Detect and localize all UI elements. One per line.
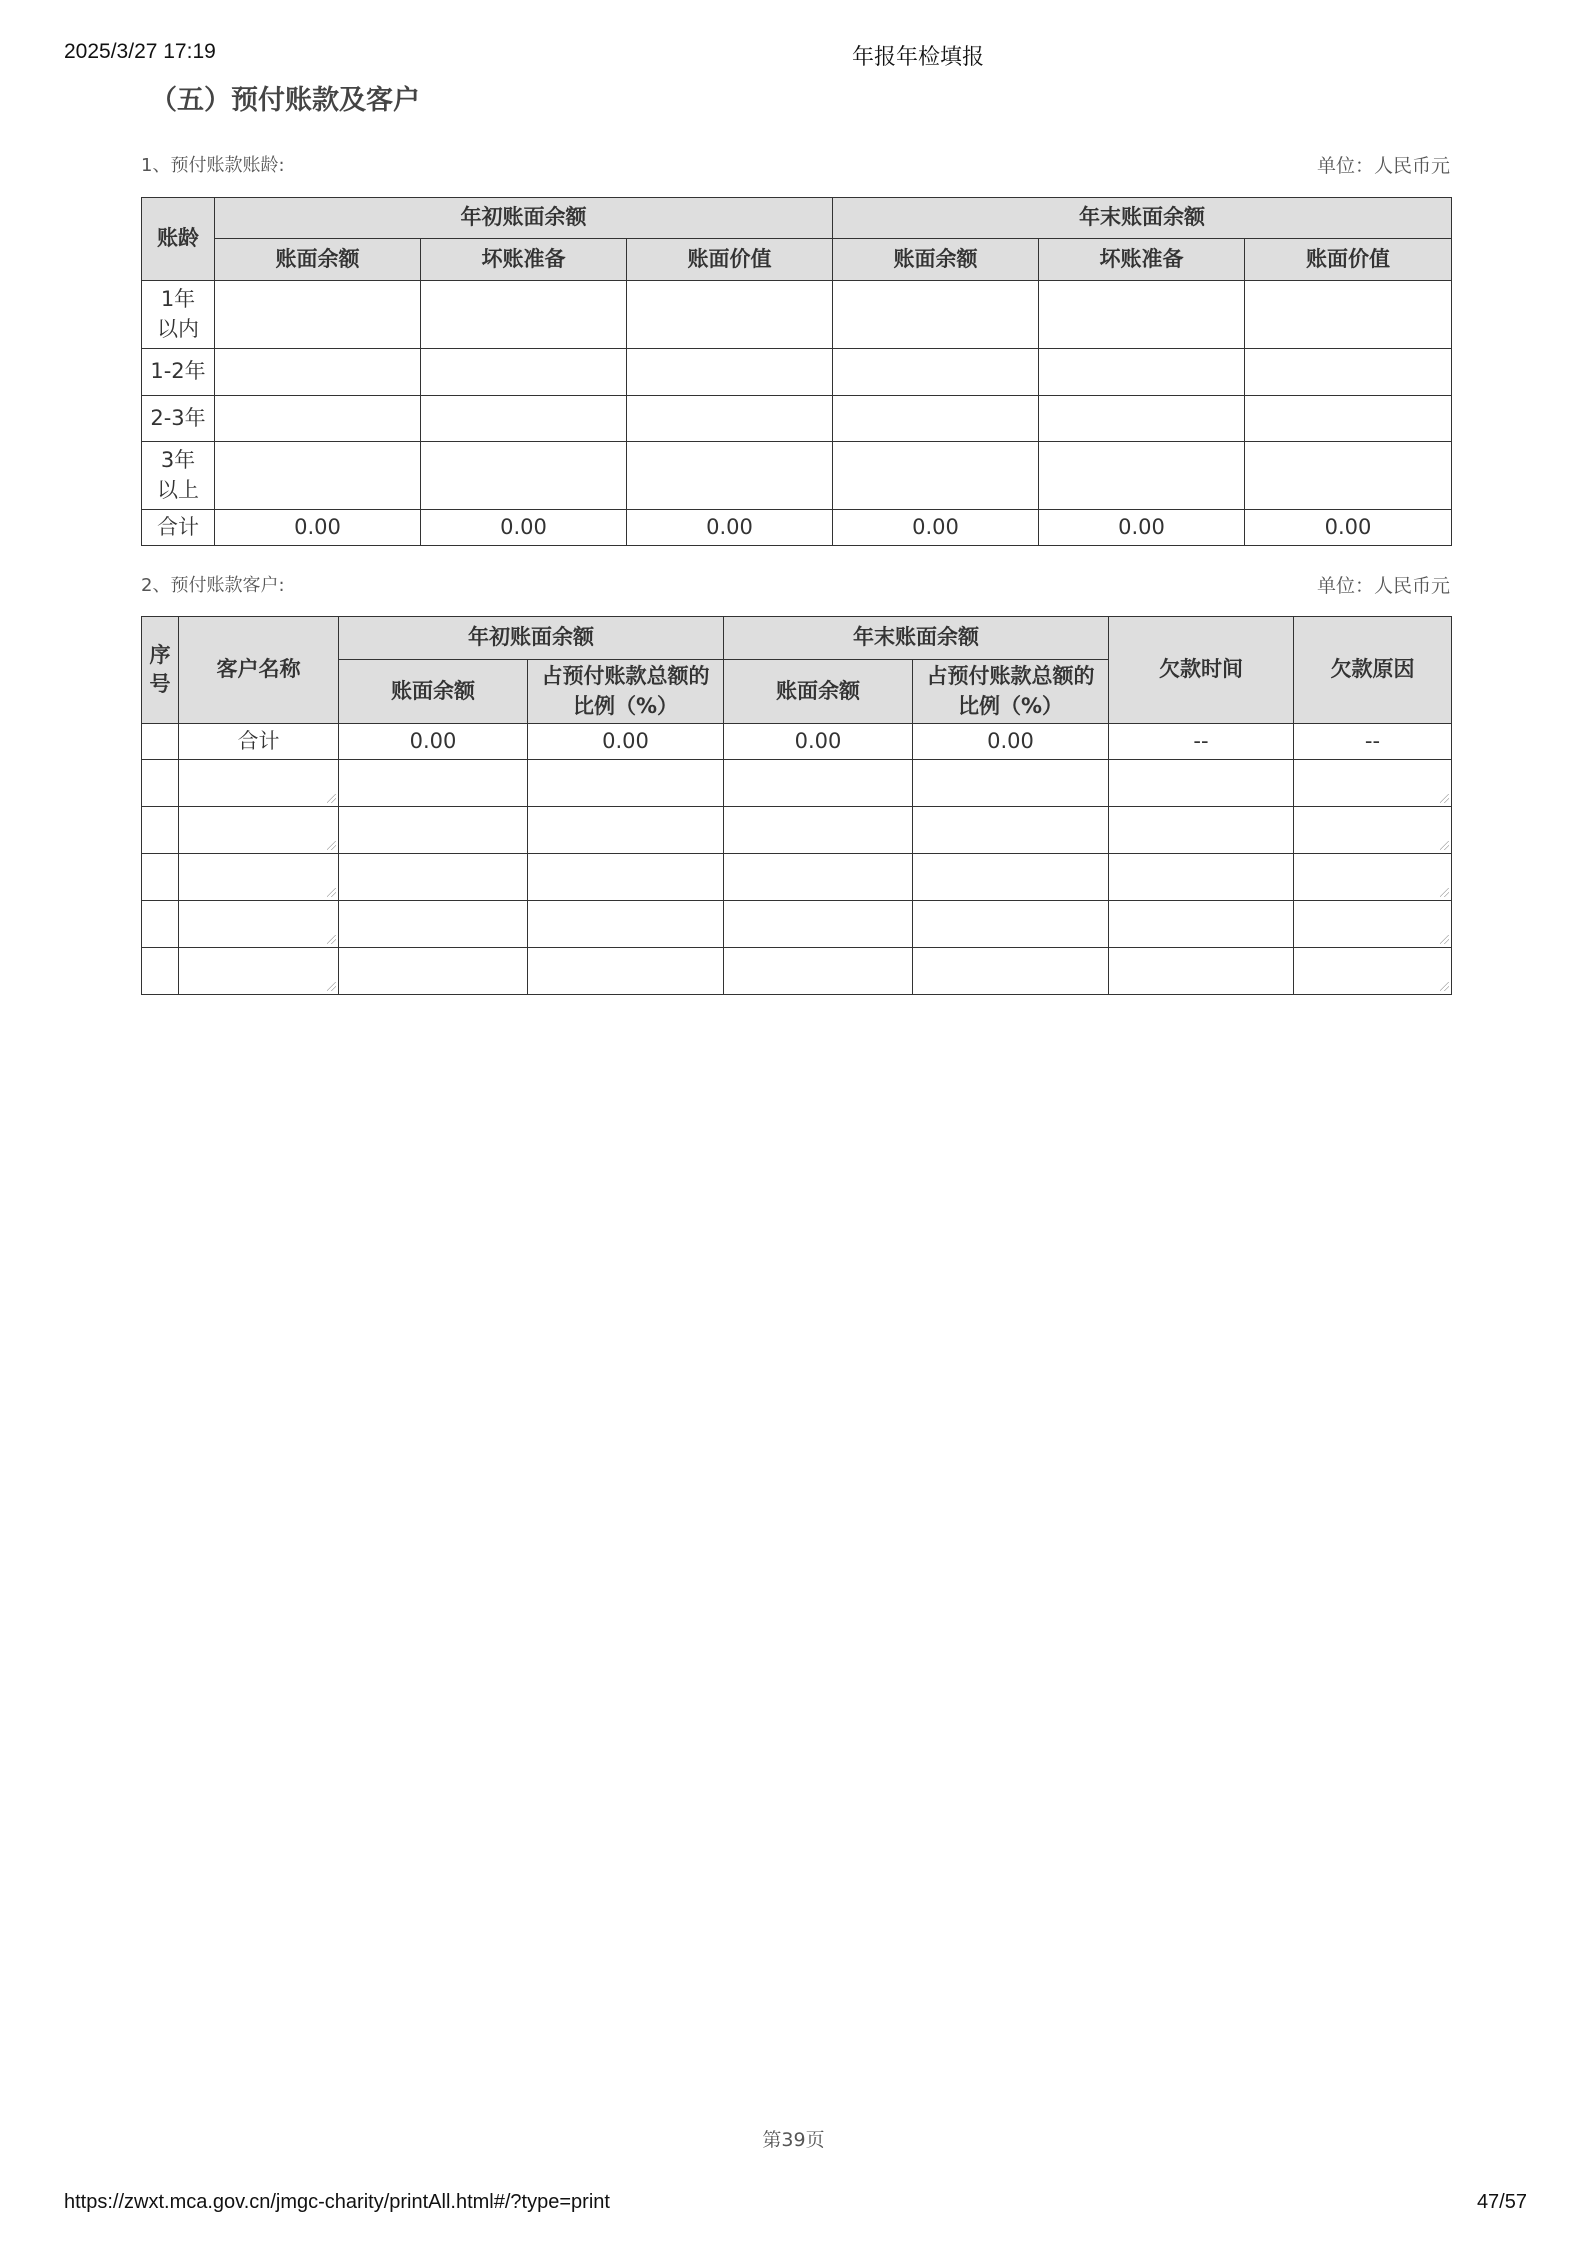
total-cell: 0.00 xyxy=(627,510,833,546)
input-cell[interactable] xyxy=(1245,281,1452,349)
total-cell: 0.00 xyxy=(833,510,1039,546)
end-balance-header: 年末账面余额 xyxy=(833,198,1452,239)
table-row xyxy=(142,396,1452,442)
input-cell[interactable] xyxy=(339,948,528,995)
input-cell[interactable] xyxy=(1109,948,1294,995)
input-cell[interactable] xyxy=(913,760,1109,807)
print-datetime: 2025/3/27 17:19 xyxy=(64,40,216,63)
input-cell[interactable] xyxy=(627,442,833,510)
resize-handle-icon[interactable] xyxy=(327,888,336,897)
total-cell: 0.00 xyxy=(913,724,1109,760)
end-ratio-sub-header: 占预付账款总额的比例（%） xyxy=(913,660,1109,724)
input-cell[interactable] xyxy=(421,281,627,349)
input-cell[interactable] xyxy=(913,807,1109,854)
input-cell[interactable] xyxy=(1245,442,1452,510)
print-page-count: 47/57 xyxy=(1476,2191,1527,2213)
input-cell[interactable] xyxy=(1245,396,1452,442)
table-row xyxy=(142,281,1452,349)
sub-header: 账面价值 xyxy=(627,239,833,281)
aging-table xyxy=(141,197,1452,546)
row-label: 3年以上 xyxy=(142,442,215,510)
input-cell[interactable] xyxy=(215,442,421,510)
resize-handle-icon[interactable] xyxy=(1440,982,1449,991)
resize-handle-icon[interactable] xyxy=(1440,935,1449,944)
total-row xyxy=(142,724,1452,760)
sub-header: 坏账准备 xyxy=(421,239,627,281)
input-cell[interactable] xyxy=(339,901,528,948)
debt-reason-input[interactable] xyxy=(1294,901,1452,948)
table-row xyxy=(142,948,1452,995)
input-cell[interactable] xyxy=(528,807,724,854)
seq-cell xyxy=(142,854,179,901)
debt-time-header: 欠款时间 xyxy=(1109,617,1294,724)
input-cell[interactable] xyxy=(913,854,1109,901)
debt-reason-input[interactable] xyxy=(1294,948,1452,995)
table-row xyxy=(142,807,1452,854)
seq-cell xyxy=(142,724,179,760)
total-cell: -- xyxy=(1294,724,1452,760)
input-cell[interactable] xyxy=(1245,349,1452,396)
resize-handle-icon[interactable] xyxy=(327,935,336,944)
debt-reason-input[interactable] xyxy=(1294,760,1452,807)
input-cell[interactable] xyxy=(421,442,627,510)
input-cell[interactable] xyxy=(833,442,1039,510)
page-number-label: 第39页 xyxy=(762,2129,825,2151)
total-cell: 0.00 xyxy=(724,724,913,760)
customer-name-input[interactable] xyxy=(179,901,339,948)
table-row xyxy=(142,442,1452,510)
table2-unit: 单位：人民币元 xyxy=(1316,575,1450,597)
table-row xyxy=(142,901,1452,948)
input-cell[interactable] xyxy=(215,349,421,396)
end-balance-sub-header: 账面余额 xyxy=(724,660,913,724)
input-cell[interactable] xyxy=(724,901,913,948)
begin-ratio-sub-header: 占预付账款总额的比例（%） xyxy=(528,660,724,724)
document-title: 年报年检填报 xyxy=(851,45,984,70)
table-row xyxy=(142,349,1452,396)
input-cell[interactable] xyxy=(833,281,1039,349)
input-cell[interactable] xyxy=(528,948,724,995)
input-cell[interactable] xyxy=(339,807,528,854)
input-cell[interactable] xyxy=(1109,854,1294,901)
input-cell[interactable] xyxy=(421,349,627,396)
sub-header: 账面余额 xyxy=(833,239,1039,281)
table1-caption: 1、预付账款账龄: xyxy=(141,155,285,176)
customer-name-input[interactable] xyxy=(179,760,339,807)
input-cell[interactable] xyxy=(528,901,724,948)
input-cell[interactable] xyxy=(627,349,833,396)
sub-header: 账面价值 xyxy=(1245,239,1452,281)
input-cell[interactable] xyxy=(833,396,1039,442)
input-cell[interactable] xyxy=(421,396,627,442)
debt-reason-input[interactable] xyxy=(1294,854,1452,901)
aging-header: 账龄 xyxy=(142,198,215,281)
seq-cell xyxy=(142,807,179,854)
input-cell[interactable] xyxy=(1039,349,1245,396)
begin-balance-header: 年初账面余额 xyxy=(339,617,724,660)
total-cell: 0.00 xyxy=(421,510,627,546)
end-balance-header: 年末账面余额 xyxy=(724,617,1109,660)
input-cell[interactable] xyxy=(833,349,1039,396)
row-label: 合计 xyxy=(179,724,339,760)
table-row xyxy=(142,854,1452,901)
input-cell[interactable] xyxy=(627,281,833,349)
resize-handle-icon[interactable] xyxy=(1440,888,1449,897)
total-cell: 0.00 xyxy=(1245,510,1452,546)
row-label: 合计 xyxy=(142,510,215,546)
section-title: （五）预付账款及客户 xyxy=(150,85,420,116)
page-url: https://zwxt.mca.gov.cn/jmgc-charity/printAll.html#/?type=print xyxy=(64,2191,610,2213)
begin-balance-header: 年初账面余额 xyxy=(215,198,833,239)
input-cell[interactable] xyxy=(724,807,913,854)
input-cell[interactable] xyxy=(1109,901,1294,948)
begin-balance-sub-header: 账面余额 xyxy=(339,660,528,724)
resize-handle-icon[interactable] xyxy=(1440,841,1449,850)
resize-handle-icon[interactable] xyxy=(327,794,336,803)
input-cell[interactable] xyxy=(627,396,833,442)
seq-cell xyxy=(142,760,179,807)
input-cell[interactable] xyxy=(1109,760,1294,807)
sub-header: 账面余额 xyxy=(215,239,421,281)
input-cell[interactable] xyxy=(215,396,421,442)
input-cell[interactable] xyxy=(339,760,528,807)
input-cell[interactable] xyxy=(1039,396,1245,442)
total-cell: 0.00 xyxy=(339,724,528,760)
table-row xyxy=(142,760,1452,807)
debt-reason-header: 欠款原因 xyxy=(1294,617,1452,724)
input-cell[interactable] xyxy=(1109,807,1294,854)
input-cell[interactable] xyxy=(528,854,724,901)
input-cell[interactable] xyxy=(724,760,913,807)
input-cell[interactable] xyxy=(913,901,1109,948)
input-cell[interactable] xyxy=(1039,281,1245,349)
total-cell: 0.00 xyxy=(528,724,724,760)
resize-handle-icon[interactable] xyxy=(1440,794,1449,803)
input-cell[interactable] xyxy=(724,948,913,995)
input-cell[interactable] xyxy=(1039,442,1245,510)
row-label: 1年以内 xyxy=(142,281,215,349)
resize-handle-icon[interactable] xyxy=(327,841,336,850)
sub-header: 坏账准备 xyxy=(1039,239,1245,281)
customer-name-header: 客户名称 xyxy=(179,617,339,724)
total-cell: 0.00 xyxy=(215,510,421,546)
debt-reason-input[interactable] xyxy=(1294,807,1452,854)
total-row xyxy=(142,510,1452,546)
customer-name-input[interactable] xyxy=(179,807,339,854)
input-cell[interactable] xyxy=(724,854,913,901)
total-cell: -- xyxy=(1109,724,1294,760)
input-cell[interactable] xyxy=(339,854,528,901)
total-cell: 0.00 xyxy=(1039,510,1245,546)
seq-header: 序号 xyxy=(142,617,179,724)
row-label: 2-3年 xyxy=(142,396,215,442)
seq-cell xyxy=(142,901,179,948)
customer-name-input[interactable] xyxy=(179,948,339,995)
table1-unit: 单位：人民币元 xyxy=(1316,155,1450,177)
seq-cell xyxy=(142,948,179,995)
table2-caption: 2、预付账款客户: xyxy=(141,575,285,596)
row-label: 1-2年 xyxy=(142,349,215,396)
resize-handle-icon[interactable] xyxy=(327,982,336,991)
input-cell[interactable] xyxy=(215,281,421,349)
customer-table xyxy=(141,616,1452,995)
customer-name-input[interactable] xyxy=(179,854,339,901)
input-cell[interactable] xyxy=(913,948,1109,995)
input-cell[interactable] xyxy=(528,760,724,807)
